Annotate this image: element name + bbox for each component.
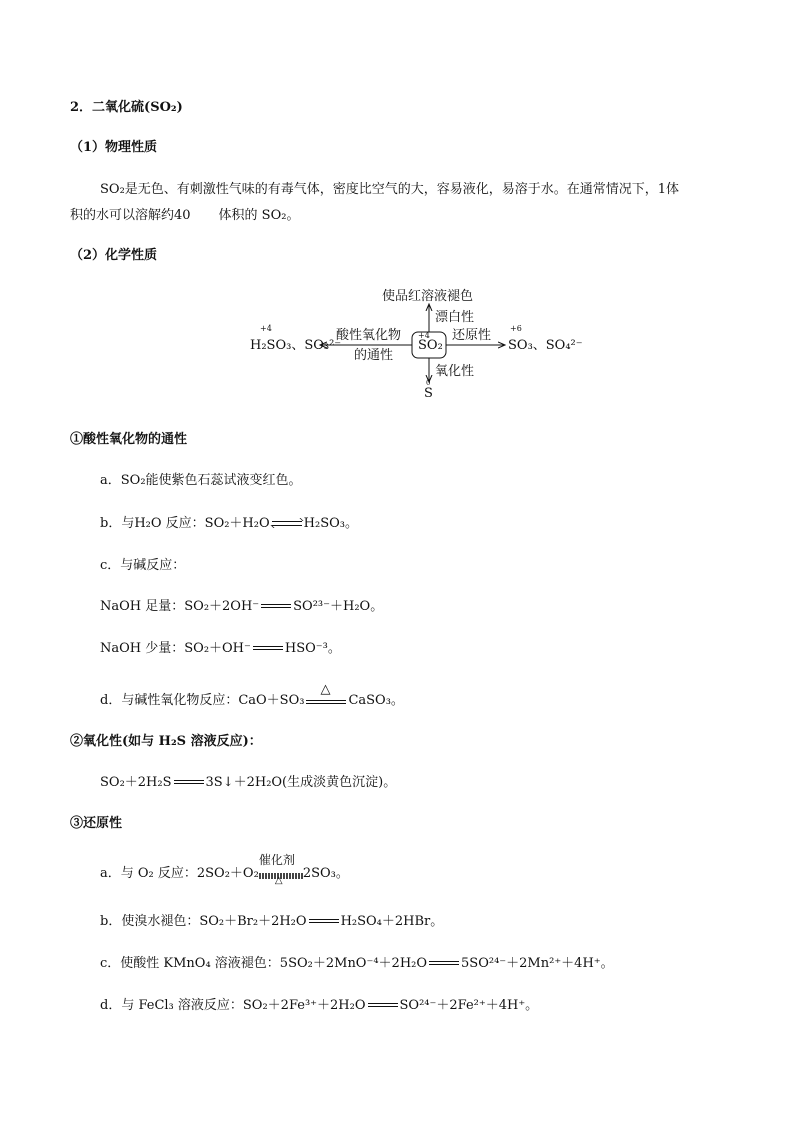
d1-right: CaSO₃。: [348, 693, 404, 708]
d1-left: d．与碱性氧化物反应：CaO＋SO₃: [100, 693, 305, 708]
center-formula: SO₂: [418, 338, 443, 353]
reducing-label: 还原性: [452, 328, 492, 343]
b1-right: H₂SO₃。: [303, 516, 358, 531]
line-b1: [100, 512, 358, 531]
paragraph-line-2a: 积的水可以溶解约40: [70, 208, 191, 223]
catalyst-arrow: 催化剂 △: [259, 867, 303, 881]
equals-sign: [259, 601, 293, 613]
section-heading: 2．二氧化硫(SO₂): [70, 100, 183, 115]
line-ra: [100, 852, 349, 886]
naoh2-right: HSO⁻³。: [284, 641, 341, 656]
line-rc: [100, 952, 614, 971]
line-rd: [100, 994, 538, 1013]
line-ox: [100, 771, 396, 790]
right-product: SO₃、SO₄²⁻: [508, 338, 583, 353]
equals-sign: [307, 916, 341, 928]
rd-left: d．与 FeCl₃ 溶液反应：SO₂＋2Fe³⁺＋2H₂O: [100, 998, 366, 1013]
top-result: 使品红溶液褪色: [382, 289, 474, 304]
acid-oxide-label-2: 的通性: [354, 348, 394, 363]
ox-state-bottom: 0: [426, 379, 431, 387]
line-rb: [100, 910, 443, 929]
ox-left: SO₂＋2H₂S: [100, 775, 172, 790]
left-product: H₂SO₃、SO₃²⁻: [250, 338, 342, 353]
paragraph-line-2: [70, 204, 299, 223]
item-acid-oxide: ①酸性氧化物的通性: [70, 432, 188, 447]
ox-state-left: +4: [260, 324, 272, 333]
line-c1: c．与碱反应：: [100, 558, 186, 573]
oxidizing-label: 氧化性: [435, 364, 475, 379]
rb-right: H₂SO₄＋2HBr。: [340, 914, 444, 929]
ox-state-center: +4: [418, 331, 430, 340]
heating-equals: △: [304, 694, 348, 708]
line-naoh-excess: [100, 595, 383, 614]
reversible-arrow: [270, 518, 304, 530]
naoh1-right: SO²³⁻＋H₂O。: [293, 599, 384, 614]
naoh2-left: NaOH 少量：SO₂＋OH⁻: [100, 641, 251, 656]
subsection-physical: （1）物理性质: [70, 140, 158, 155]
paragraph-line-2b: 体积的 SO₂。: [218, 208, 300, 223]
paragraph-line-1: SO₂是无色、有刺激性气味的有毒气体，密度比空气的大，容易液化，易溶于水。在通常情况下，1体: [100, 182, 680, 197]
equals-sign: [251, 643, 285, 655]
equals-sign: [427, 958, 461, 970]
line-d1: [100, 681, 404, 708]
bleaching-label: 漂白性: [435, 310, 475, 325]
rb-left: b．使溴水褪色：SO₂＋Br₂＋2H₂O: [100, 914, 307, 929]
item-reducing: ③还原性: [70, 816, 123, 831]
naoh1-left: NaOH 足量：SO₂＋2OH⁻: [100, 599, 260, 614]
acid-oxide-label-1: 酸性氧化物: [336, 328, 402, 343]
rc-left: c．使酸性 KMnO₄ 溶液褪色：5SO₂＋2MnO⁻⁴＋2H₂O: [100, 956, 428, 971]
item-oxidizing: ②氧化性(如与 H₂S 溶液反应)：: [70, 734, 262, 749]
b1-left: b．与H₂O 反应：SO₂＋H₂O: [100, 516, 270, 531]
ra-right: 2SO₃。: [302, 866, 349, 881]
ra-left: a．与 O₂ 反应：2SO₂＋O₂: [100, 866, 259, 881]
line-a1: a．SO₂能使紫色石蕊试液变红色。: [100, 473, 302, 488]
ox-state-right: +6: [510, 324, 522, 333]
equals-sign: [172, 777, 206, 789]
equals-sign: [366, 1000, 400, 1012]
so2-property-diagram: [250, 282, 583, 402]
line-naoh-limited: [100, 637, 341, 656]
ox-right: 3S↓＋2H₂O(生成淡黄色沉淀)。: [205, 775, 397, 790]
rd-right: SO²⁴⁻＋2Fe²⁺＋4H⁺。: [399, 998, 539, 1013]
bottom-product: S: [424, 386, 433, 401]
rc-right: 5SO²⁴⁻＋2Mn²⁺＋4H⁺。: [461, 956, 614, 971]
subsection-chemical: （2）化学性质: [70, 248, 158, 263]
